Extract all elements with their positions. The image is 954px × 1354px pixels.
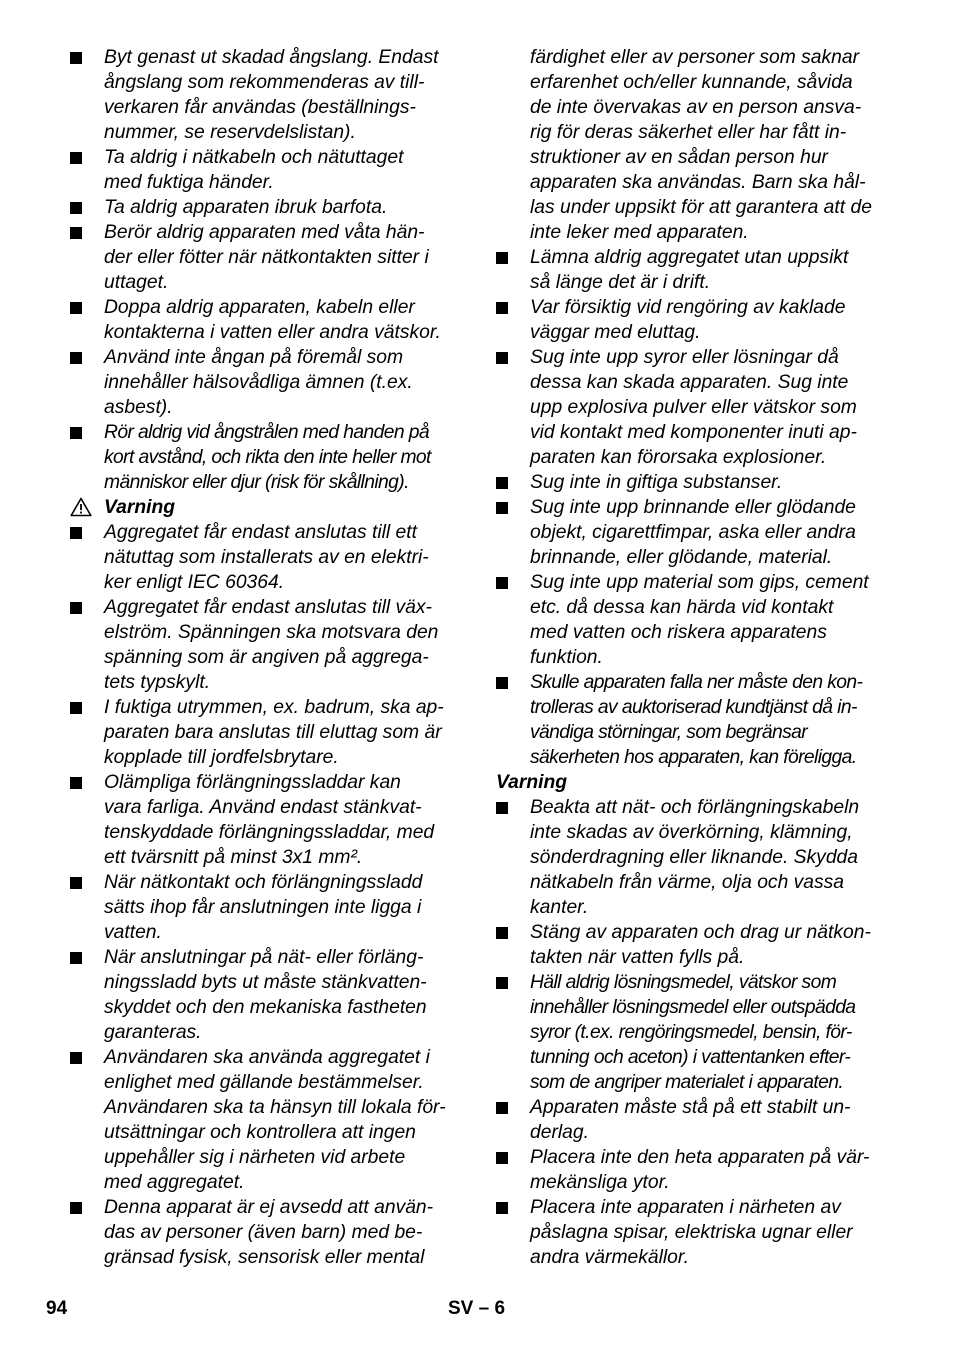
bullet-text: [104, 1195, 470, 1270]
bullet-item: [496, 920, 896, 970]
text-line: elström. Spänningen ska motsvara den: [104, 622, 439, 643]
bullet-text: [104, 770, 470, 870]
bullet-text: [530, 245, 896, 295]
text-line: objekt, cigarettfimpar, aska eller andra: [530, 522, 856, 543]
square-bullet-icon: [496, 352, 508, 364]
bullet-item: [70, 870, 470, 945]
text-line: uttaget.: [104, 272, 169, 293]
bullet-text: [530, 920, 896, 970]
bullet-text: [530, 470, 896, 495]
text-line: ångslang som rekommenderas av till-: [104, 72, 425, 93]
text-line: dessa kan skada apparaten. Sug inte: [530, 372, 849, 393]
square-bullet-icon: [496, 1202, 508, 1214]
text-line: När anslutningar på nät- eller förläng-: [104, 947, 424, 968]
bullet-item: [496, 345, 896, 470]
bullet-text: [530, 1145, 896, 1195]
text-line: kopplade till jordfelsbrytare.: [104, 747, 339, 768]
text-line: Stäng av apparaten och drag ur nätkon-: [530, 922, 871, 943]
text-line: nummer, se reservdelslistan).: [104, 122, 356, 143]
text-line: Sug inte in giftiga substanser.: [530, 472, 783, 493]
bullet-text: [104, 295, 470, 345]
bullet-text: [530, 670, 896, 770]
section-code: SV – 6: [448, 1298, 506, 1319]
square-bullet-icon: [496, 927, 508, 939]
text-line: innehåller hälsovådliga ämnen (t.ex.: [104, 372, 413, 393]
text-line: das av personer (även barn) med be-: [104, 1222, 423, 1243]
text-line: etc. då dessa kan härda vid kontakt: [530, 597, 834, 618]
text-line: Aggregatet får endast anslutas till väx-: [104, 597, 432, 618]
bullet-item: [70, 295, 470, 345]
text-line: påslagna spisar, elektriska ugnar eller: [530, 1222, 853, 1243]
bullet-text: [104, 695, 470, 770]
bullet-text: [104, 870, 470, 945]
text-line: Rör aldrig vid ångstrålen med handen på: [104, 422, 429, 443]
text-line: apparaten ska användas. Barn ska hål-: [530, 172, 866, 193]
bullet-text: [104, 45, 470, 145]
text-line: färdighet eller av personer som saknar: [530, 47, 860, 68]
bullet-text: [530, 495, 896, 570]
left-column: [70, 45, 470, 1270]
bullet-text: [104, 420, 470, 495]
text-line: Lämna aldrig aggregatet utan uppsikt: [530, 247, 849, 268]
bullet-item: [70, 1045, 470, 1195]
bullet-text: [104, 145, 470, 195]
text-line: trolleras av auktoriserad kundtjänst då in-: [530, 697, 857, 718]
text-line: När nätkontakt och förlängningssladd: [104, 872, 423, 893]
text-line: nätkabeln från värme, olja och vassa: [530, 872, 845, 893]
text-line: med vatten och riskera apparatens: [530, 622, 827, 643]
square-bullet-icon: [70, 952, 82, 964]
text-line: Var försiktig vid rengöring av kaklade: [530, 297, 846, 318]
text-line: vid kontakt med komponenter inuti ap-: [530, 422, 857, 443]
text-line: Ta aldrig i nätkabeln och nätuttaget: [104, 147, 404, 168]
bullet-item: [70, 595, 470, 695]
bullet-item: [70, 1195, 470, 1270]
text-line: gränsad fysisk, sensorisk eller mental: [104, 1247, 425, 1268]
text-line: vändiga störningar, som begränsar: [530, 722, 808, 743]
text-line: inte leker med apparaten.: [530, 222, 749, 243]
right-column: [496, 45, 896, 1270]
bullet-item: [496, 245, 896, 295]
text-line: upp explosiva pulver eller vätskor som: [530, 397, 857, 418]
bullet-text: [104, 1045, 470, 1195]
text-line: nätuttag som installerats av en elektri-: [104, 547, 429, 568]
text-line: innehåller lösningsmedel eller outspädda: [530, 997, 856, 1018]
text-line: inte skadas av överkörning, klämning,: [530, 822, 853, 843]
square-bullet-icon: [70, 777, 82, 789]
square-bullet-icon: [70, 1202, 82, 1214]
text-line: ett tvärsnitt på minst 3x1 mm².: [104, 847, 363, 868]
text-line: I fuktiga utrymmen, ex. badrum, ska ap-: [104, 697, 444, 718]
text-line: Sug inte upp syror eller lösningar då: [530, 347, 839, 368]
heading-label: Varning: [104, 497, 176, 518]
bullet-item: [70, 520, 470, 595]
bullet-text: [530, 45, 896, 245]
square-bullet-icon: [496, 302, 508, 314]
text-line: Berör aldrig apparaten med våta hän-: [104, 222, 425, 243]
square-bullet-icon: [70, 877, 82, 889]
text-line: Skulle apparaten falla ner måste den kon-: [530, 672, 863, 693]
square-bullet-icon: [496, 802, 508, 814]
text-line: der eller fötter när nätkontakten sitter i: [104, 247, 429, 268]
bullet-item: [496, 795, 896, 920]
text-line: säkerheten hos apparaten, kan föreligga.: [530, 747, 857, 768]
bullet-item: [496, 495, 896, 570]
text-line: kanter.: [530, 897, 589, 918]
bullet-item: [70, 220, 470, 295]
bullet-text: [530, 1095, 896, 1145]
text-line: Sug inte upp brinnande eller glödande: [530, 497, 856, 518]
warning-triangle-icon: [70, 497, 92, 517]
text-line: derlag.: [530, 1122, 589, 1143]
bullet-text: [104, 345, 470, 420]
page-number: 94: [46, 1298, 68, 1319]
text-line: Beakta att nät- och förlängningskabeln: [530, 797, 860, 818]
square-bullet-icon: [496, 502, 508, 514]
bullet-item: [496, 470, 896, 495]
text-line: las under uppsikt för att garantera att de: [530, 197, 872, 218]
bullet-text: [104, 945, 470, 1045]
text-line: med aggregatet.: [104, 1172, 245, 1193]
text-line: rig för deras säkerhet eller har fått in-: [530, 122, 847, 143]
text-line: tets typskylt.: [104, 672, 211, 693]
bullet-item: [496, 970, 896, 1095]
bullet-item: [70, 420, 470, 495]
text-line: funktion.: [530, 647, 603, 668]
text-line: de inte övervakas av en person ansva-: [530, 97, 862, 118]
text-line: Doppa aldrig apparaten, kabeln eller: [104, 297, 415, 318]
text-line: enlighet med gällande bestämmelser.: [104, 1072, 424, 1093]
square-bullet-icon: [496, 1102, 508, 1114]
square-bullet-icon: [496, 252, 508, 264]
bullet-item: [70, 45, 470, 145]
text-line: kort avstånd, och rikta den inte heller mot: [104, 447, 431, 468]
bullet-item: [496, 1145, 896, 1195]
continued-paragraph: [496, 45, 896, 245]
square-bullet-icon: [70, 302, 82, 314]
text-line: kontakterna i vatten eller andra vätskor.: [104, 322, 441, 343]
bullet-item: [496, 670, 896, 770]
text-line: Användaren ska ta hänsyn till lokala för-: [104, 1097, 446, 1118]
bullet-item: [70, 695, 470, 770]
square-bullet-icon: [70, 527, 82, 539]
text-line: uppehåller sig i närheten vid arbete: [104, 1147, 406, 1168]
text-line: brinnande, eller glödande, material.: [530, 547, 833, 568]
bullet-item: [496, 1095, 896, 1145]
square-bullet-icon: [70, 52, 82, 64]
square-bullet-icon: [70, 602, 82, 614]
bullet-item: [70, 195, 470, 220]
square-bullet-icon: [70, 227, 82, 239]
text-line: asbest).: [104, 397, 173, 418]
warning-heading: [70, 495, 470, 520]
text-line: garanteras.: [104, 1022, 202, 1043]
bullet-item: [70, 945, 470, 1045]
bullet-text: [104, 220, 470, 295]
text-line: Apparaten måste stå på ett stabilt un-: [530, 1097, 851, 1118]
text-line: tenskyddade förlängningssladdar, med: [104, 822, 435, 843]
text-line: Placera inte apparaten i närheten av: [530, 1197, 841, 1218]
text-line: skyddet och den mekaniska fastheten: [104, 997, 427, 1018]
bullet-item: [70, 145, 470, 195]
text-line: paraten bara anslutas till eluttag som är: [104, 722, 442, 743]
text-line: syror (t.ex. rengöringsmedel, bensin, för-: [530, 1022, 852, 1043]
square-bullet-icon: [70, 702, 82, 714]
text-line: mekänsliga ytor.: [530, 1172, 670, 1193]
text-line: så länge det är i drift.: [530, 272, 711, 293]
square-bullet-icon: [70, 152, 82, 164]
section-heading: Varning: [496, 772, 568, 793]
bullet-text: [104, 595, 470, 695]
square-bullet-icon: [70, 1052, 82, 1064]
bullet-item: [496, 1195, 896, 1270]
square-bullet-icon: [70, 202, 82, 214]
text-line: människor eller djur (risk för skållning).: [104, 472, 409, 493]
text-line: Häll aldrig lösningsmedel, vätskor som: [530, 972, 837, 993]
text-line: som de angriper materialet i apparaten.: [530, 1072, 844, 1093]
text-line: takten när vatten fylls på.: [530, 947, 745, 968]
square-bullet-icon: [496, 577, 508, 589]
text-line: sätts ihop får anslutningen inte ligga i: [104, 897, 422, 918]
bullet-text: [104, 520, 470, 595]
text-line: med fuktiga händer.: [104, 172, 274, 193]
bullet-text: [530, 795, 896, 920]
bullet-item: [70, 345, 470, 420]
text-line: paraten kan förorsaka explosioner.: [530, 447, 827, 468]
text-line: väggar med eluttag.: [530, 322, 701, 343]
text-line: ningssladd byts ut måste stänkvatten-: [104, 972, 427, 993]
bullet-text: [104, 195, 470, 220]
text-line: vara farliga. Använd endast stänkvat-: [104, 797, 422, 818]
text-line: Olämpliga förlängningssladdar kan: [104, 772, 401, 793]
text-line: Ta aldrig apparaten ibruk barfota.: [104, 197, 388, 218]
bullet-text: [530, 295, 896, 345]
text-line: struktioner av en sådan person hur: [530, 147, 828, 168]
text-line: Placera inte den heta apparaten på vär-: [530, 1147, 870, 1168]
text-line: tunning och aceton) i vattentanken efter-: [530, 1047, 851, 1068]
bullet-item: [496, 570, 896, 670]
text-line: spänning som är angiven på aggrega-: [104, 647, 429, 668]
square-bullet-icon: [496, 677, 508, 689]
text-line: Använd inte ångan på föremål som: [104, 347, 404, 368]
bullet-item: [496, 295, 896, 345]
bullet-text: [530, 345, 896, 470]
text-line: Byt genast ut skadad ångslang. Endast: [104, 47, 439, 68]
text-line: Aggregatet får endast anslutas till ett: [104, 522, 417, 543]
bullet-text: [530, 1195, 896, 1270]
text-line: Denna apparat är ej avsedd att använ-: [104, 1197, 434, 1218]
square-bullet-icon: [496, 477, 508, 489]
text-line: utsättningar och kontrollera att ingen: [104, 1122, 416, 1143]
text-line: verkaren får användas (beställnings-: [104, 97, 416, 118]
bullet-item: [70, 770, 470, 870]
bullet-text: [530, 970, 896, 1095]
text-line: erfarenhet och/eller kunnande, såvida: [530, 72, 853, 93]
square-bullet-icon: [496, 1152, 508, 1164]
square-bullet-icon: [70, 352, 82, 364]
square-bullet-icon: [496, 977, 508, 989]
bullet-text: [530, 570, 896, 670]
square-bullet-icon: [70, 427, 82, 439]
text-line: Sug inte upp material som gips, cement: [530, 572, 869, 593]
text-line: vatten.: [104, 922, 162, 943]
text-line: ker enligt IEC 60364.: [104, 572, 285, 593]
text-line: andra värmekällor.: [530, 1247, 689, 1268]
text-line: sönderdragning eller liknande. Skydda: [530, 847, 858, 868]
text-line: Användaren ska använda aggregatet i: [104, 1047, 430, 1068]
